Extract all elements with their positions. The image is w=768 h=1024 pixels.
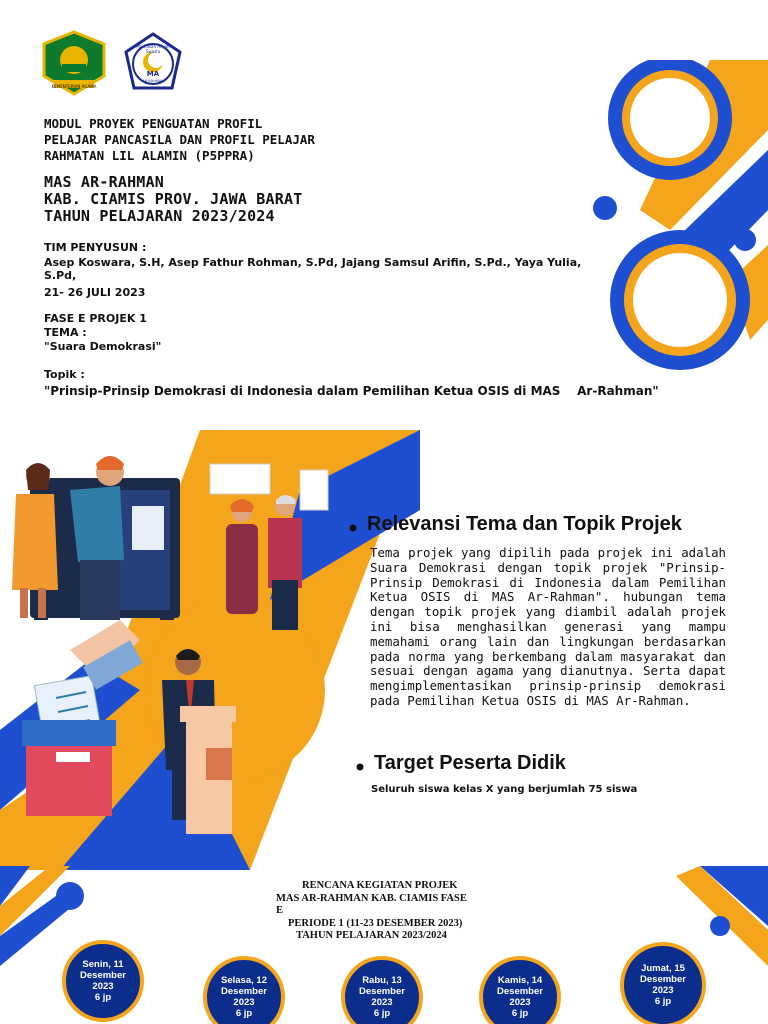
topic-value: "Prinsip-Prinsip Demokrasi di Indonesia dalam Pemilihan Ketua OSIS di MAS Ar-Rahman" bbox=[44, 384, 659, 398]
day-1-label: Senin, 11 bbox=[82, 959, 124, 970]
plan-line4: PERIODE 1 (11-23 DESEMBER 2023) bbox=[288, 917, 463, 929]
module-title-line3: RAHMATAN LIL ALAMIN (P5PPRA) bbox=[44, 148, 255, 163]
topic-label: Topik : bbox=[44, 368, 85, 381]
day-3-year: 2023 bbox=[371, 997, 393, 1008]
day-1-jp: 6 jp bbox=[94, 992, 112, 1003]
day-1-month: Desember bbox=[80, 970, 126, 981]
plan-line2: MAS AR-RAHMAN KAB. CIAMIS FASE bbox=[276, 892, 467, 904]
plan-line5: TAHUN PELAJARAN 2023/2024 bbox=[296, 930, 447, 941]
school-title-line3: TAHUN PELAJARAN 2023/2024 bbox=[44, 207, 275, 225]
day-5-label: Jumat, 15 bbox=[641, 963, 685, 974]
school-logo-sub: AR-RAHMAN bbox=[142, 79, 164, 83]
relevance-title: Relevansi Tema dan Topik Projek bbox=[367, 513, 682, 535]
day-2-label: Selasa, 12 bbox=[221, 975, 267, 986]
bullet-icon bbox=[353, 759, 367, 773]
day-4-year: 2023 bbox=[509, 997, 531, 1008]
schedule-day-1 bbox=[62, 940, 144, 1022]
day-3-label: Rabu, 13 bbox=[362, 975, 402, 986]
day-2-year: 2023 bbox=[233, 997, 255, 1008]
day-5-jp: 6 jp bbox=[654, 996, 672, 1007]
day-5-year: 2023 bbox=[652, 985, 674, 996]
day-5-month: Desember bbox=[640, 974, 686, 985]
day-4-month: Desember bbox=[497, 986, 543, 997]
plan-title bbox=[276, 880, 496, 943]
school-title-line1: MAS AR-RAHMAN bbox=[44, 173, 164, 191]
day-3-month: Desember bbox=[359, 986, 405, 997]
relevance-body: Tema projek yang dipilih pada projek ini adalah Suara Demokrasi dengan topik projek "Prinsip-Prinsip Demokrasi di Indonesia dalam Pemilihan Ketua OSIS di MAS Ar-Rahman". hubungan tema dengan topik projek yang diambil adalah projek ini bisa menghasilkan generasi yang mampu memahami orang lain dan lingkungan berdasarkan pada norma yang berkembang dalam masyarakat dan sesuai dengan agama yang dianutnya. Serta dapat mengimplementasikan prinsip-prinsip demokrasi pada Pemilihan Ketua OSIS di MAS Ar-Rahman. bbox=[370, 545, 726, 708]
theme-value: "Suara Demokrasi" bbox=[44, 340, 162, 353]
target-body: Seluruh siswa kelas X yang berjumlah 75 siswa bbox=[371, 784, 638, 795]
school-logo-short: MA bbox=[146, 70, 160, 78]
module-title bbox=[44, 116, 315, 164]
target-title: Target Peserta Didik bbox=[374, 752, 566, 774]
day-4-label: Kamis, 14 bbox=[497, 975, 543, 986]
day-1-year: 2023 bbox=[92, 981, 114, 992]
date-text: 21- 26 JULI 2023 bbox=[44, 286, 146, 299]
election-illustration bbox=[0, 430, 420, 870]
school-logo-ring-text: Madrasah Aliyah Swasta bbox=[136, 44, 170, 54]
bullet-icon bbox=[346, 520, 360, 534]
school-logo bbox=[122, 32, 184, 94]
day-4-jp: 6 jp bbox=[511, 1008, 529, 1019]
school-title bbox=[44, 174, 302, 225]
plan-line1: RENCANA KEGIATAN PROJEK bbox=[302, 880, 458, 891]
kemenag-logo-text: KEMENTERIAN AGAMA bbox=[51, 84, 97, 89]
decorative-circles-graphic bbox=[560, 60, 768, 400]
module-title-line1: MODUL PROYEK PENGUATAN PROFIL bbox=[44, 116, 263, 131]
school-title-line2: KAB. CIAMIS PROV. JAWA BARAT bbox=[44, 190, 303, 208]
day-2-month: Desember bbox=[221, 986, 267, 997]
theme-label: TEMA : bbox=[44, 326, 87, 339]
plan-line3: E bbox=[276, 905, 284, 916]
day-2-jp: 6 jp bbox=[235, 1008, 253, 1019]
team-names: Asep Koswara, S.H, Asep Fathur Rohman, S.Pd, Jajang Samsul Arifin, S.Pd., Yaya Yulia, S.Pd, bbox=[44, 256, 582, 282]
module-title-line2: PELAJAR PANCASILA DAN PROFIL PELAJAR bbox=[44, 132, 315, 147]
day-3-jp: 6 jp bbox=[373, 1008, 391, 1019]
schedule-day-5 bbox=[620, 942, 706, 1024]
team-label: TIM PENYUSUN : bbox=[44, 241, 147, 254]
phase-text: FASE E PROJEK 1 bbox=[44, 312, 147, 325]
